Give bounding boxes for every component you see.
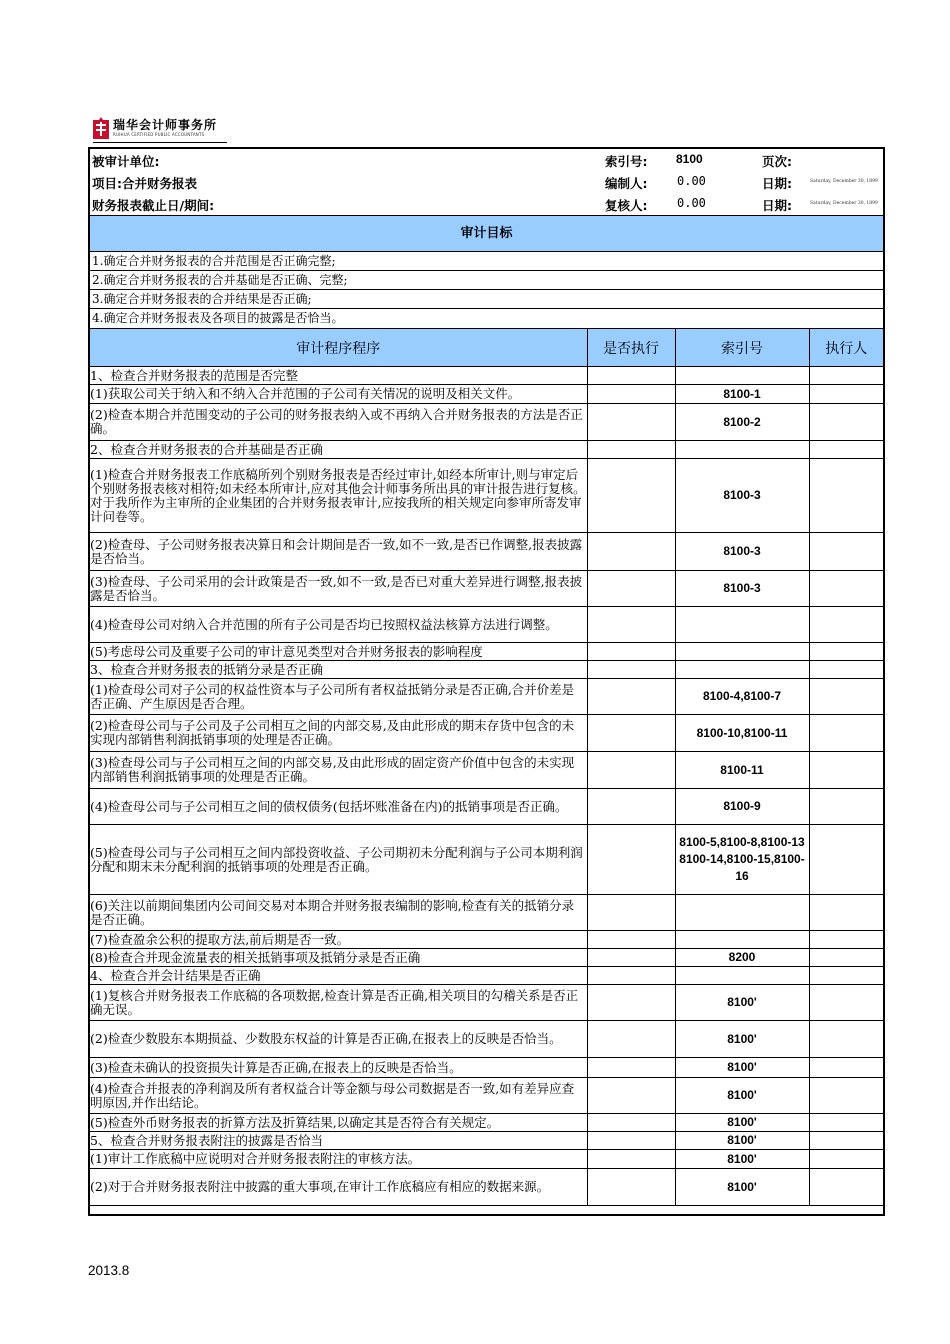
- index-cell: 8100-2: [675, 404, 809, 441]
- table-row: [90, 1132, 883, 1150]
- index-cell: 8100': [675, 1078, 809, 1114]
- objective-item: 2.确定合并财务报表的合并基础是否正确、完整;: [90, 271, 883, 290]
- index-cell: 8100-9: [675, 789, 809, 825]
- index-value: 8100: [676, 152, 703, 166]
- executor-cell[interactable]: [809, 385, 883, 404]
- executor-cell[interactable]: [809, 1078, 883, 1114]
- procedure-text: (3)检查母公司与子公司相互之间的内部交易,及由此形成的固定资产价值中包含的未实现内部销售利润抵销事项的处理是否正确。: [90, 752, 587, 789]
- index-cell: 8100-1: [675, 385, 809, 404]
- index-cell: 8100': [675, 1021, 809, 1058]
- table-row: [90, 967, 883, 985]
- preparer-label: 编制人:: [605, 176, 648, 191]
- executor-cell[interactable]: [809, 1169, 883, 1206]
- header-row-2: [90, 171, 883, 193]
- executor-cell[interactable]: [809, 1114, 883, 1132]
- table-row: [90, 404, 883, 441]
- executor-cell[interactable]: [809, 825, 883, 895]
- index-cell: [675, 931, 809, 949]
- table-header-row: [90, 329, 883, 367]
- executed-cell[interactable]: [587, 715, 675, 752]
- objective-item: 4.确定合并财务报表及各项目的披露是否恰当。: [92, 311, 344, 325]
- procedure-text: 4、检查合并会计结果是否正确: [90, 967, 587, 985]
- index-cell: [675, 661, 809, 679]
- procedure-text: (1)检查合并财务报表工作底稿所列个别财务报表是否经过审计,如经本所审计,则与审定后个别财务报表核对相符;如未经本所审计,应对其他会计师事务所出具的审计报告进行复核。对于我所作为主审所的企业集团的合并财务报表审计,应按我所的相关规定向参审所寄发审计问卷等。: [90, 459, 587, 533]
- executed-cell[interactable]: [587, 441, 675, 459]
- executor-cell[interactable]: [809, 1058, 883, 1078]
- executed-cell[interactable]: [587, 1021, 675, 1058]
- index-cell: 8100': [675, 1058, 809, 1078]
- executed-cell[interactable]: [587, 895, 675, 931]
- executed-cell[interactable]: [587, 931, 675, 949]
- procedure-text: 2、检查合并财务报表的合并基础是否正确: [90, 441, 587, 459]
- firm-logo-icon: [93, 117, 109, 139]
- table-row: [90, 607, 883, 643]
- procedure-text: (2)检查母公司与子公司及子公司相互之间的内部交易,及由此形成的期末存货中包含的未实现内部销售利润抵销事项的处理是否正确。: [90, 715, 587, 752]
- index-cell: [675, 967, 809, 985]
- executed-cell[interactable]: [587, 752, 675, 789]
- executed-cell[interactable]: [587, 1132, 675, 1150]
- table-row: [90, 459, 883, 533]
- executed-cell[interactable]: [587, 367, 675, 385]
- executed-cell[interactable]: [587, 571, 675, 607]
- procedure-text: (2)检查母、子公司财务报表决算日和会计期间是否一致,如不一致,是否已作调整,报表披露是否恰当。: [90, 533, 587, 571]
- executor-cell[interactable]: [809, 967, 883, 985]
- executed-cell[interactable]: [587, 1150, 675, 1169]
- table-row: [90, 533, 883, 571]
- page-label: 页次:: [762, 154, 792, 169]
- index-cell: 8100': [675, 985, 809, 1021]
- executor-cell[interactable]: [809, 661, 883, 679]
- reviewer-value: 0.00: [677, 196, 706, 210]
- executor-cell[interactable]: [809, 931, 883, 949]
- executed-cell[interactable]: [587, 967, 675, 985]
- table-row: [90, 715, 883, 752]
- executed-cell[interactable]: [587, 789, 675, 825]
- table-row: [90, 1114, 883, 1132]
- index-cell: 8100-3: [675, 533, 809, 571]
- procedure-text: (5)考虑母公司及重要子公司的审计意见类型对合并财务报表的影响程度: [90, 643, 587, 661]
- executor-cell[interactable]: [809, 715, 883, 752]
- table-row: [90, 825, 883, 895]
- executed-cell[interactable]: [587, 607, 675, 643]
- procedure-text: (2)检查本期合并范围变动的子公司的财务报表纳入或不再纳入合并财务报表的方法是否正确。: [90, 404, 587, 441]
- version-footer: 2013.8: [88, 1263, 130, 1278]
- table-row: [90, 1021, 883, 1058]
- procedure-text: (1)审计工作底稿中应说明对合并财务报表附注的审核方法。: [90, 1150, 587, 1169]
- table-row: [90, 931, 883, 949]
- executed-cell[interactable]: [587, 533, 675, 571]
- procedure-text: (3)检查未确认的投资损失计算是否正确,在报表上的反映是否恰当。: [90, 1058, 587, 1078]
- client-label: 被审计单位:: [92, 154, 160, 169]
- executed-cell[interactable]: [587, 661, 675, 679]
- workpaper-sheet: [88, 147, 885, 1216]
- executed-cell[interactable]: [587, 825, 675, 895]
- executed-cell[interactable]: [587, 643, 675, 661]
- executor-cell[interactable]: [809, 459, 883, 533]
- index-cell: 8100-3: [675, 571, 809, 607]
- index-cell: 8100': [675, 1169, 809, 1206]
- table-row: [90, 679, 883, 715]
- index-cell: 8200: [675, 949, 809, 967]
- executed-cell[interactable]: [587, 949, 675, 967]
- table-row: [90, 1058, 883, 1078]
- executed-cell[interactable]: [587, 1058, 675, 1078]
- index-cell: [675, 367, 809, 385]
- procedure-text: (5)检查外币财务报表的折算方法及折算结果,以确定其是否符合有关规定。: [90, 1114, 587, 1132]
- executed-cell[interactable]: [587, 459, 675, 533]
- executor-cell[interactable]: [809, 367, 883, 385]
- reviewer-label: 复核人:: [605, 198, 648, 213]
- column-header-executor: 执行人: [809, 329, 883, 367]
- objectives-title: 审计目标: [90, 215, 883, 252]
- firm-logo: [93, 117, 217, 139]
- procedure-text: (1)复核合并财务报表工作底稿的各项数据,检查计算是否正确,相关项目的勾稽关系是否正确无误。: [90, 985, 587, 1021]
- table-row: [90, 789, 883, 825]
- column-header-index: 索引号: [675, 329, 809, 367]
- executor-cell[interactable]: [809, 1021, 883, 1058]
- procedure-text: (3)检查母、子公司采用的会计政策是否一致,如不一致,是否已对重大差异进行调整,报表披露是否恰当。: [90, 571, 587, 607]
- index-cell: 8100': [675, 1150, 809, 1169]
- table-row: [90, 661, 883, 679]
- objective-item: 1.确定合并财务报表的合并范围是否正确完整;: [90, 252, 883, 271]
- executed-cell[interactable]: [587, 385, 675, 404]
- executor-cell[interactable]: [809, 895, 883, 931]
- procedure-text: 3、检查合并财务报表的抵销分录是否正确: [90, 661, 587, 679]
- project-label: 项目:合并财务报表: [92, 176, 197, 191]
- executor-cell[interactable]: [809, 985, 883, 1021]
- date-label-2: 日期:: [762, 198, 792, 213]
- table-row: [90, 752, 883, 789]
- executed-cell[interactable]: [587, 985, 675, 1021]
- procedure-text: (8)检查合并现金流量表的相关抵销事项及抵销分录是否正确: [90, 949, 587, 967]
- executor-cell[interactable]: [809, 404, 883, 441]
- column-header-executed: 是否执行: [587, 329, 675, 367]
- executor-cell[interactable]: [809, 752, 883, 789]
- table-row: [90, 441, 883, 459]
- executor-cell[interactable]: [809, 949, 883, 967]
- preparer-value: 0.00: [677, 174, 706, 188]
- firm-name-en: RUIHUA CERTIFIED PUBLIC ACCOUNTANTS: [113, 132, 205, 137]
- index-cell: 8100-11: [675, 752, 809, 789]
- period-label: 财务报表截止日/期间:: [92, 198, 215, 213]
- column-header-procedure: 审计程序程序: [90, 329, 587, 367]
- procedure-text: (5)检查母公司与子公司相互之间内部投资收益、子公司期初未分配利润与子公司本期利润分配和期末未分配利润的抵销事项的处理是否正确。: [90, 825, 587, 895]
- executor-cell[interactable]: [809, 1132, 883, 1150]
- executor-cell[interactable]: [809, 607, 883, 643]
- index-cell: [675, 441, 809, 459]
- procedure-text: (1)获取公司关于纳入和不纳入合并范围的子公司有关情况的说明及相关文件。: [90, 385, 587, 404]
- objective-item: 3.确定合并财务报表的合并结果是否正确;: [90, 290, 883, 309]
- procedure-text: (4)检查合并报表的净利润及所有者权益合计等金额与母公司数据是否一致,如有差异应查明原因,并作出结论。: [90, 1078, 587, 1114]
- executed-cell[interactable]: [587, 1078, 675, 1114]
- table-row: [90, 1078, 883, 1114]
- executed-cell[interactable]: [587, 1114, 675, 1132]
- executor-cell[interactable]: [809, 643, 883, 661]
- procedure-text: (6)关注以前期间集团内公司间交易对本期合并财务报表编制的影响,检查有关的抵销分录是否正确。: [90, 895, 587, 931]
- procedures-table: [90, 328, 883, 1206]
- procedure-text: (2)检查少数股东本期损益、少数股东权益的计算是否正确,在报表上的反映是否恰当。: [90, 1021, 587, 1058]
- procedure-text: (4)检查母公司对纳入合并范围的所有子公司是否均已按照权益法核算方法进行调整。: [90, 607, 587, 643]
- executed-cell[interactable]: [587, 679, 675, 715]
- index-cell: [675, 895, 809, 931]
- table-row: [90, 367, 883, 385]
- index-cell: 8100-4,8100-7: [675, 679, 809, 715]
- procedure-text: (4)检查母公司与子公司相互之间的债权债务(包括坏账准备在内)的抵销事项是否正确。: [90, 789, 587, 825]
- index-cell: [675, 607, 809, 643]
- table-row: [90, 985, 883, 1021]
- index-cell: 8100-10,8100-11: [675, 715, 809, 752]
- procedure-text: 5、检查合并财务报表附注的披露是否恰当: [90, 1132, 587, 1150]
- executor-cell[interactable]: [809, 533, 883, 571]
- executed-cell[interactable]: [587, 1169, 675, 1206]
- index-cell: 8100': [675, 1114, 809, 1132]
- header-row-1: [90, 149, 883, 171]
- executor-cell[interactable]: [809, 441, 883, 459]
- procedure-text: (7)检查盈余公积的提取方法,前后期是否一致。: [90, 931, 587, 949]
- procedure-text: (2)对于合并财务报表附注中披露的重大事项,在审计工作底稿应有相应的数据来源。: [90, 1169, 587, 1206]
- index-cell: 8100-5,8100-8,8100-13 8100-14,8100-15,8100-16: [675, 825, 809, 895]
- date-label-1: 日期:: [762, 176, 792, 191]
- date-value-2: Saturday, December 30, 1899: [810, 201, 878, 206]
- logo-divider: [93, 142, 227, 143]
- executor-cell[interactable]: [809, 789, 883, 825]
- procedures-body: [90, 367, 883, 1206]
- index-cell: [675, 643, 809, 661]
- table-row: [90, 1150, 883, 1169]
- firm-name: 瑞华会计师事务所: [113, 118, 218, 132]
- executor-cell[interactable]: [809, 1150, 883, 1169]
- table-row: [90, 949, 883, 967]
- header-row-3: [90, 193, 883, 215]
- table-row: [90, 571, 883, 607]
- executed-cell[interactable]: [587, 404, 675, 441]
- table-row: [90, 1169, 883, 1206]
- index-cell: 8100': [675, 1132, 809, 1150]
- index-cell: 8100-3: [675, 459, 809, 533]
- procedure-text: (1)检查母公司对子公司的权益性资本与子公司所有者权益抵销分录是否正确,合并价差是否正确、产生原因是否合理。: [90, 679, 587, 715]
- procedure-text: 1、检查合并财务报表的范围是否完整: [90, 367, 587, 385]
- table-row: [90, 385, 883, 404]
- table-row: [90, 895, 883, 931]
- executor-cell[interactable]: [809, 679, 883, 715]
- executor-cell[interactable]: [809, 571, 883, 607]
- index-label: 索引号:: [605, 154, 648, 169]
- date-value-1: Saturday, December 30, 1899: [810, 179, 878, 184]
- table-row: [90, 643, 883, 661]
